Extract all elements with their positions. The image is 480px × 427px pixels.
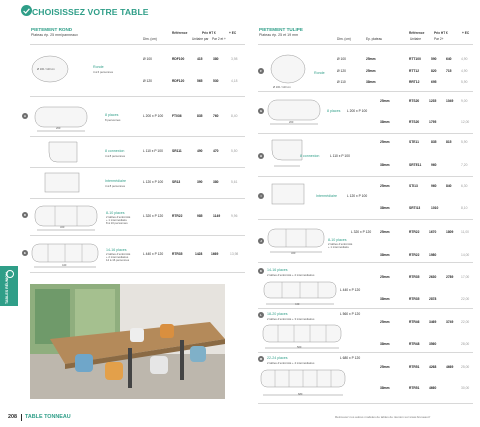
- right-row-divider: [258, 219, 473, 220]
- extra-long-table-diagram: [259, 367, 347, 401]
- left-row5-dim-label: 440: [62, 264, 67, 267]
- cell-thickness: 25mm: [366, 69, 376, 73]
- right-row5-sub: 2 tables d’extrémité + 2 intermédiaires: [267, 273, 315, 277]
- cell-thickness: 25mm: [380, 275, 390, 279]
- cell-price: 1795: [429, 120, 437, 124]
- badge-icon: G: [259, 109, 263, 113]
- right-row2-name: 8 connexion: [300, 154, 320, 158]
- cell-price: 695: [431, 80, 437, 84]
- left-row-divider: [30, 44, 245, 45]
- badge-icon: A: [23, 114, 27, 118]
- cell-ref: RTT12: [409, 69, 420, 73]
- oval-table-diagram: [33, 103, 89, 133]
- cell-ecotaxe: 11,00: [461, 230, 470, 234]
- cell-price-2: 1809: [446, 230, 454, 234]
- cell-dim: Ø 120: [143, 79, 152, 83]
- extra-long-table-diagram: [261, 322, 343, 354]
- cell-thickness: 38mm: [380, 297, 390, 301]
- cell-dim: L 200 x P 100: [347, 109, 368, 113]
- cell-price: 1670: [429, 230, 437, 234]
- cell-ecotaxe: 6,30: [461, 184, 468, 188]
- cell-ecotaxe: 5,90: [461, 80, 468, 84]
- left-col-ecotaxe: + EC: [229, 31, 237, 35]
- cell-price-2: 380: [213, 57, 219, 61]
- extra-long-table-diagram: [262, 279, 338, 309]
- cell-dim: L 200 x P 100: [143, 114, 164, 118]
- left-row0-dim-label: Ø 100 / 120 cm: [37, 68, 55, 71]
- half-table-diagram: [45, 140, 81, 166]
- right-row-divider: [258, 403, 473, 404]
- badge-icon: I: [258, 193, 264, 199]
- rect-table-diagram: [268, 182, 308, 214]
- right-col-prix-b: Par 2+: [434, 37, 444, 41]
- cell-ecotaxe: 28,00: [461, 342, 470, 346]
- page-number: 208: [8, 414, 17, 420]
- left-row-divider: [30, 96, 245, 97]
- left-col-ref: Référence: [172, 31, 188, 35]
- right-col-ep: Ep. plateau: [366, 37, 383, 41]
- oval-table-diagram: [266, 96, 322, 128]
- cell-price: 3560: [429, 342, 437, 346]
- badge-icon: D: [23, 213, 27, 217]
- right-col-prix-a: Unitaire: [410, 37, 421, 41]
- cell-ref: STE11: [409, 140, 419, 144]
- cell-ecotaxe: 22,00: [461, 320, 470, 324]
- cell-thickness: 38mm: [366, 80, 376, 84]
- cell-dim: Ø 120: [337, 69, 346, 73]
- cell-ecotaxe: 7,20: [461, 163, 468, 167]
- right-row1-name: 8 places: [327, 109, 341, 113]
- cell-price-2: 640: [446, 57, 452, 61]
- cell-ecotaxe: 30,00: [461, 386, 470, 390]
- cell-price-2: 1049: [446, 99, 454, 103]
- cell-price: 1010: [431, 206, 439, 210]
- right-row-divider: [258, 352, 473, 353]
- cell-ref: RTR51: [409, 386, 420, 390]
- cell-ref: RDF100: [172, 57, 185, 61]
- cell-dim: L 320 x P 120: [143, 214, 164, 218]
- cell-ecotaxe: 4,90: [461, 69, 468, 73]
- left-row4-name: 8-10 places: [106, 211, 125, 215]
- round-table-diagram: [268, 54, 308, 86]
- left-col-prix-a: Unitaire par: [192, 37, 209, 41]
- right-row6-dim-label: 560: [297, 346, 302, 349]
- cell-price: 835: [197, 114, 203, 118]
- cell-ecotaxe: 3,98: [231, 57, 238, 61]
- cell-thickness: 25mm: [366, 57, 376, 61]
- cell-ref: RTR48: [409, 342, 420, 346]
- left-col-prix: Prix HT €: [202, 31, 216, 35]
- cell-price-2: 840: [446, 184, 452, 188]
- cell-price-2: 1149: [213, 214, 221, 218]
- footer-separator: [21, 414, 22, 421]
- right-section-title: PIETEMENT TULIPE: [259, 27, 303, 32]
- cell-thickness: 38mm: [380, 386, 390, 390]
- right-col-ref: Référence: [409, 31, 425, 35]
- footer-note: Retrouvez nos autres modèles de tables de réunion sur www.bruneau.fr: [335, 415, 431, 419]
- cell-thickness: 38mm: [380, 253, 390, 257]
- cell-thickness: 38mm: [380, 163, 390, 167]
- cell-ref: RTR22: [172, 214, 183, 218]
- cell-ecotaxe: 17,00: [461, 275, 470, 279]
- right-row-divider: [258, 44, 473, 45]
- cell-price: 3469: [429, 320, 437, 324]
- cell-dim: L 120 x P 100: [143, 180, 164, 184]
- cell-thickness: 25mm: [380, 365, 390, 369]
- cell-price: 985: [197, 214, 203, 218]
- cell-price: 4660: [429, 386, 437, 390]
- cell-ref: RRT12: [409, 80, 420, 84]
- cell-price-2: 815: [446, 140, 452, 144]
- left-row-divider: [30, 235, 245, 236]
- badge-icon: K: [259, 269, 263, 273]
- right-col-ecotaxe: + EC: [462, 31, 470, 35]
- cell-thickness: 38mm: [380, 120, 390, 124]
- cell-ecotaxe: 9,96: [231, 214, 238, 218]
- cell-dim: L 320 x P 120: [351, 230, 372, 234]
- right-row4-sub: 2 tables d’extrémité + 1 intermédiaire: [328, 242, 353, 250]
- left-row3-name: Intermédiaire: [105, 179, 126, 183]
- right-row0-dim-label: Ø 100 / 120 cm: [273, 86, 291, 89]
- cell-thickness: 25mm: [380, 140, 390, 144]
- cell-ref: STI13: [409, 184, 418, 188]
- cell-ecotaxe: 22,00: [461, 297, 470, 301]
- cell-price-2: 530: [213, 79, 219, 83]
- right-row-divider: [258, 133, 473, 134]
- cell-dim: L 120 x P 100: [347, 194, 368, 198]
- cell-dim: Ø 110: [337, 80, 346, 84]
- badge-icon: L: [258, 312, 264, 318]
- cell-dim: Ø 100: [143, 57, 152, 61]
- right-section-subtitle: Plateau ép. 25 et 19 mm: [259, 33, 299, 37]
- cell-ecotaxe: 5,61: [231, 180, 238, 184]
- cell-price-2: 3749: [446, 320, 454, 324]
- cell-ecotaxe: 4,90: [461, 57, 468, 61]
- left-row2-name: 8 connexion: [105, 149, 125, 153]
- right-row-divider: [258, 91, 473, 92]
- cell-dim: L 440 x P 120: [340, 288, 361, 292]
- cell-ref: SRTE11: [409, 163, 422, 167]
- left-col-dim: Dim. (cm): [143, 37, 157, 41]
- left-row1-name: 8 places: [105, 113, 119, 117]
- cell-ref: RTS20: [409, 99, 420, 103]
- badge-icon: E: [23, 251, 26, 255]
- cell-dim: L 560 x P 120: [340, 312, 361, 316]
- cell-price: 1235: [429, 99, 437, 103]
- left-section-title: PIETEMENT ROND: [31, 27, 73, 32]
- left-row4-dim-label: 320: [60, 226, 65, 229]
- cell-price-2: 715: [446, 69, 452, 73]
- cell-price: 2878: [429, 297, 437, 301]
- badge-icon: M: [259, 357, 263, 361]
- cell-ecotaxe: 13,98: [230, 252, 239, 256]
- cell-dim: L 680 x P 120: [340, 356, 361, 360]
- left-row2-sub: 4 à 8 personnes: [105, 154, 126, 158]
- right-col-prix: Prix HT €: [434, 31, 448, 35]
- cell-ref: SR13: [172, 180, 181, 184]
- left-row-divider: [30, 167, 245, 168]
- cell-ref: RTR51: [409, 365, 420, 369]
- left-row-divider: [30, 198, 245, 199]
- left-row4-sub: 2 tables d’extrémité + 1 intermédiaire 8 à 10 personnes: [106, 215, 131, 226]
- cell-ecotaxe: 9,00: [461, 99, 468, 103]
- badge-icon: J: [258, 238, 264, 244]
- cell-ref: SR111: [172, 149, 182, 153]
- cell-price: 490: [197, 149, 203, 153]
- cell-thickness: 25mm: [380, 230, 390, 234]
- long-table-diagram: [33, 202, 99, 232]
- cell-dim: Ø 100: [337, 57, 346, 61]
- cell-dim: L 110 x P 100: [330, 154, 350, 158]
- left-row-divider: [30, 272, 245, 273]
- badge-icon: H: [259, 154, 263, 158]
- right-row4-dim-label: 320: [291, 252, 296, 255]
- cell-ecotaxe: 5,90: [461, 140, 468, 144]
- cell-ref: RTR35: [409, 275, 420, 279]
- left-row1-sub: 8 personnes: [105, 118, 121, 122]
- cell-price: 390: [197, 180, 203, 184]
- cell-price: 415: [197, 57, 203, 61]
- cell-price: 835: [431, 140, 437, 144]
- cell-price: 590: [431, 57, 437, 61]
- cell-thickness: 38mm: [380, 342, 390, 346]
- right-row6-sub: 2 tables d’extrémité + 3 intermédiaires: [267, 317, 315, 321]
- cell-ecotaxe: 14,00: [461, 253, 470, 257]
- cell-ref: RTR35: [409, 297, 420, 301]
- left-row3-sub: 4 à 8 personnes: [105, 184, 126, 188]
- cell-price: 1428: [195, 252, 203, 256]
- cell-ecotaxe: 5,50: [231, 149, 238, 153]
- cell-ecotaxe: 12,00: [461, 120, 470, 124]
- cell-dim: L 110 x P 100: [143, 149, 163, 153]
- left-row0-name: Ronde: [93, 65, 104, 69]
- rect-table-diagram: [42, 170, 82, 196]
- cell-ref: RTR35: [172, 252, 183, 256]
- right-row0-name: Ronde: [314, 71, 325, 75]
- right-row-divider: [258, 308, 473, 309]
- cell-price: 820: [431, 69, 437, 73]
- cell-price-2: 1669: [211, 252, 219, 256]
- cell-ref: RTR46: [409, 320, 420, 324]
- left-row0-sub: 4 à 6 personnes: [93, 70, 114, 74]
- cell-ref: SRTI13: [409, 206, 421, 210]
- cell-ecotaxe: 25,00: [461, 365, 470, 369]
- left-section-subtitle: Plateau ép. 25 mm/panneaux: [31, 33, 78, 37]
- cell-ref: RTR22: [409, 253, 420, 257]
- check-circle-icon: [21, 5, 32, 16]
- cell-ref: RTR22: [409, 230, 420, 234]
- footer-label: TABLE TONNEAU: [25, 414, 71, 420]
- right-row3-name: Intermédiaire: [316, 194, 337, 198]
- left-row5-name: 14-16 places: [106, 248, 127, 252]
- right-row7-dim-label: 680: [298, 393, 303, 396]
- cell-thickness: 38mm: [380, 206, 390, 210]
- cell-price-2: 2789: [446, 275, 454, 279]
- conference-room-photo: [30, 284, 225, 399]
- cell-price-2: 760: [213, 114, 219, 118]
- side-tab-label: TABLES RÉUNION: [5, 272, 9, 304]
- page-title: CHOISISSEZ VOTRE TABLE: [32, 7, 149, 17]
- right-col-dim: Dim. (cm): [337, 37, 351, 41]
- cell-price: 565: [197, 79, 203, 83]
- cell-price: 2630: [429, 275, 437, 279]
- cell-price: 1980: [429, 253, 437, 257]
- cell-dim: L 440 x P 120: [143, 252, 164, 256]
- right-row5-dim-label: 440: [295, 303, 300, 306]
- cell-ecotaxe: 8,10: [461, 206, 468, 210]
- left-col-prix-b: Par 2 et +: [212, 37, 226, 41]
- right-row-divider: [258, 176, 473, 177]
- badge-icon: F: [258, 68, 264, 74]
- cell-ref: RTS20: [409, 120, 420, 124]
- cell-ref: RTT100: [409, 57, 421, 61]
- left-row1-dim-label: 200: [56, 127, 61, 130]
- cell-ref: RDF120: [172, 79, 185, 83]
- cell-price: 960: [431, 184, 437, 188]
- left-row-divider: [30, 136, 245, 137]
- cell-price-2: 470: [213, 149, 219, 153]
- right-row4-name: 8-10 places: [328, 238, 347, 242]
- cell-price: 960: [431, 163, 437, 167]
- right-row7-sub: 2 tables d’extrémité + 4 intermédiaires: [267, 361, 315, 365]
- cell-ecotaxe: 8,40: [231, 114, 238, 118]
- cell-price-2: 4669: [446, 365, 454, 369]
- cell-price-2: 380: [213, 180, 219, 184]
- cell-ref: FT036: [172, 114, 182, 118]
- cell-thickness: 25mm: [380, 184, 390, 188]
- long-table-diagram: [266, 225, 326, 257]
- right-row6-name: 18-20 places: [267, 312, 288, 316]
- right-row-divider: [258, 262, 473, 263]
- right-row5-name: 14-16 places: [267, 268, 288, 272]
- right-row7-name: 22-24 places: [267, 356, 288, 360]
- cell-thickness: 25mm: [380, 99, 390, 103]
- cell-price: 4268: [429, 365, 437, 369]
- right-row1-dim-label: 200: [289, 121, 294, 124]
- side-category-tab: [0, 266, 18, 306]
- left-row5-sub: 2 tables d’extrémité + 2 intermédiaires 14 à 16 personnes: [106, 252, 131, 263]
- cell-thickness: 25mm: [380, 320, 390, 324]
- cell-ecotaxe: 4,18: [231, 79, 238, 83]
